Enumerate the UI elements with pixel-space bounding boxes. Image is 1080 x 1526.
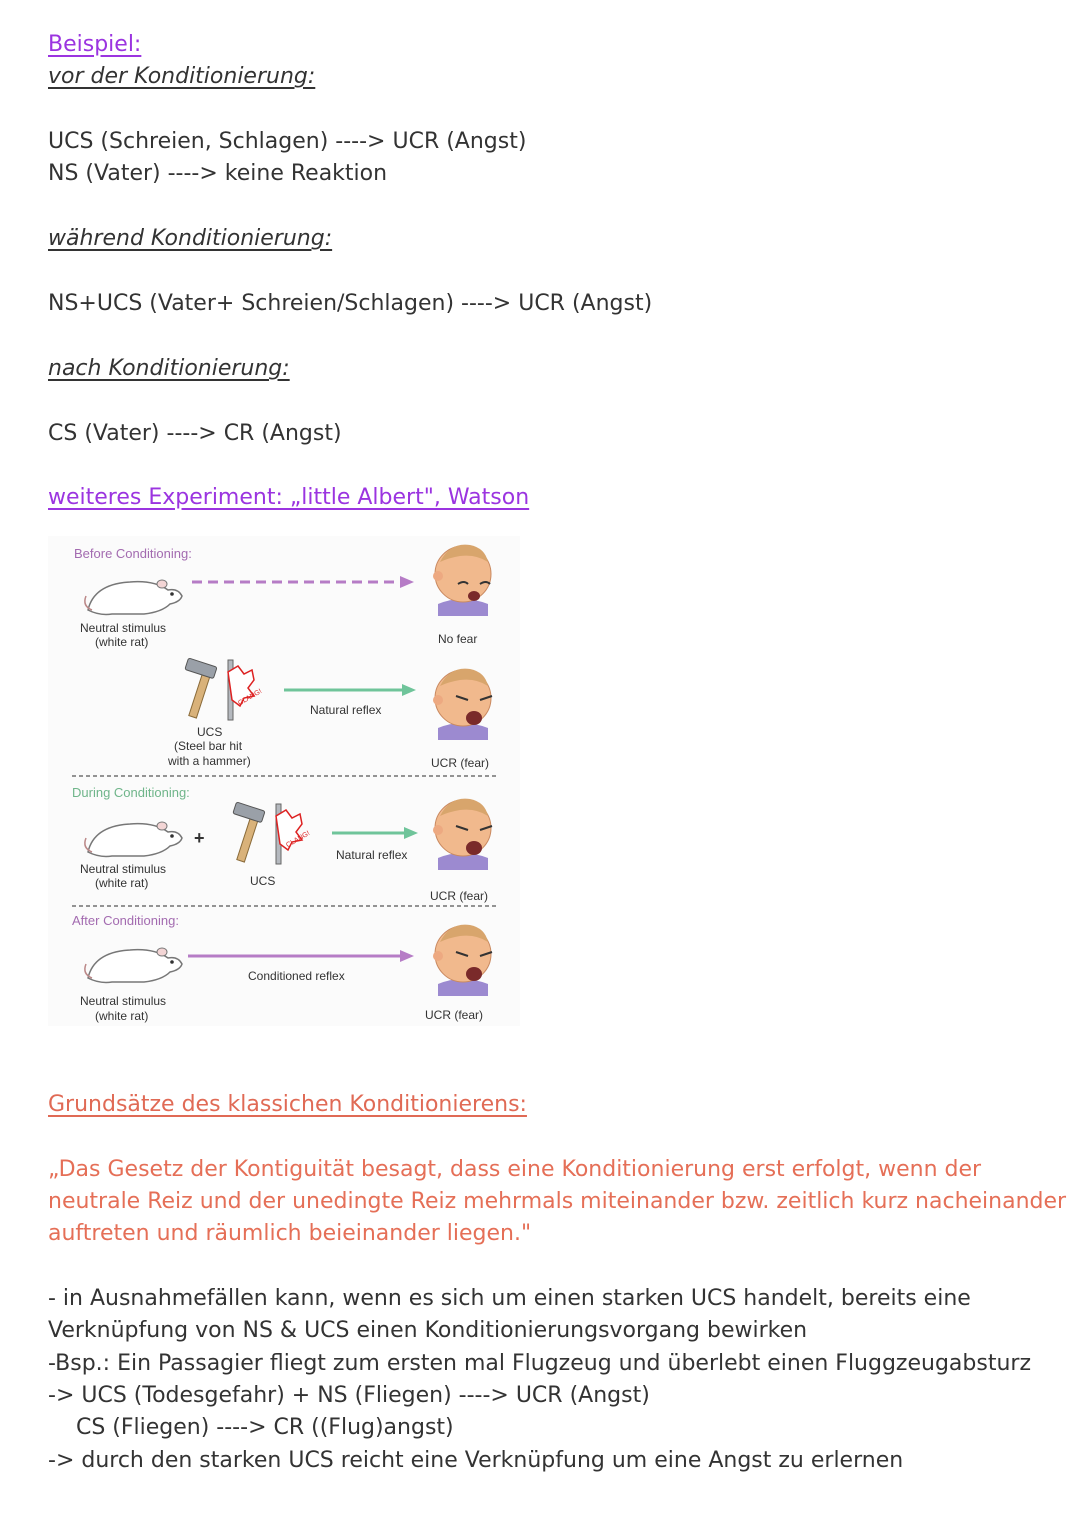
ucr-fear-3: UCR (fear) <box>425 1008 484 1022</box>
ucs-label-1: UCS <box>197 725 223 739</box>
clang-text-2: CLANG! <box>285 830 312 850</box>
hammer-icon <box>185 658 254 720</box>
note-line-4: -> UCS (Todesgefahr) + NS (Fliegen) ----> UCR (Angst) <box>48 1383 650 1408</box>
quote-line-1: „Das Gesetz der Kontiguität besagt, dass eine Konditionierung erst erfolgt, wenn der <box>48 1157 982 1182</box>
after-heading: nach Konditionierung: <box>48 356 290 381</box>
before-heading: vor der Konditionierung: <box>48 64 316 89</box>
ucr-fear-1: UCR (fear) <box>431 756 490 770</box>
crying-mouth-icon <box>466 841 482 855</box>
before-label: Before Conditioning: <box>74 546 192 561</box>
before-line-2: NS (Vater) ----> keine Reaktion <box>48 161 388 186</box>
neutral-stimulus-3: Neutral stimulus <box>80 994 167 1008</box>
white-rat-icon <box>85 822 182 857</box>
after-line: CS (Vater) ----> CR (Angst) <box>48 421 342 446</box>
during-label: During Conditioning: <box>72 785 190 800</box>
baby-calm-icon <box>433 545 491 616</box>
conditioned-reflex-arrowhead <box>400 950 414 962</box>
principles-heading: Grundsätze des klassichen Konditionierens: <box>48 1092 527 1117</box>
natural-reflex-1: Natural reflex <box>310 703 382 717</box>
white-rat-icon <box>85 580 182 615</box>
calm-mouth-icon <box>468 591 480 601</box>
white-rat-2: (white rat) <box>95 876 149 890</box>
ucr-fear-2: UCR (fear) <box>430 889 489 903</box>
baby-crying-icon <box>433 799 491 870</box>
crying-mouth-icon <box>466 711 482 725</box>
natural-reflex-arrowhead-1 <box>402 684 416 696</box>
ucs-label-2: UCS <box>250 874 276 888</box>
baby-crying-icon <box>433 669 491 740</box>
note-line-6: -> durch den starken UCS reicht eine Verknüpfung um eine Angst zu erlernen <box>48 1448 904 1473</box>
steel-bar-line-1: (Steel bar hit <box>174 739 243 753</box>
before-line-1: UCS (Schreien, Schlagen) ----> UCR (Angst) <box>48 129 527 154</box>
during-line: NS+UCS (Vater+ Schreien/Schlagen) ----> UCR (Angst) <box>48 291 653 316</box>
note-line-2: Verknüpfung von NS & UCS einen Konditionierungsvorgang bewirken <box>48 1318 808 1343</box>
no-fear-label: No fear <box>438 632 478 646</box>
neutral-stimulus-2: Neutral stimulus <box>80 862 167 876</box>
conditioned-reflex-label: Conditioned reflex <box>248 969 345 983</box>
quote-line-3: auftreten und räumlich beieinander liegen." <box>48 1221 532 1246</box>
hammer-icon <box>233 802 302 864</box>
baby-crying-icon <box>433 925 491 996</box>
before-dashed-arrowhead <box>400 576 414 588</box>
note-line-3: -Bsp.: Ein Passagier fliegt zum ersten mal Flugzeug und überlebt einen Fluggzeugabsturz <box>48 1351 1031 1376</box>
quote-line-2: neutrale Reiz und der unedingte Reiz mehrmals miteinander bzw. zeitlich kurz nacheinander <box>48 1189 1067 1214</box>
plus-sign: + <box>194 828 205 848</box>
example-heading: Beispiel: <box>48 32 142 57</box>
clang-text-1: CLANG! <box>237 688 264 708</box>
note-line-1: - in Ausnahmefällen kann, wenn es sich um einen starken UCS handelt, bereits eine <box>48 1286 971 1311</box>
white-rat-3: (white rat) <box>95 1009 149 1023</box>
experiment-heading: weiteres Experiment: „little Albert", Watson <box>48 485 530 510</box>
after-label: After Conditioning: <box>72 913 179 928</box>
natural-reflex-arrowhead-2 <box>404 827 418 839</box>
white-rat-1: (white rat) <box>95 635 149 649</box>
neutral-stimulus-1: Neutral stimulus <box>80 621 167 635</box>
crying-mouth-icon <box>466 967 482 981</box>
white-rat-icon <box>85 948 182 983</box>
little-albert-diagram <box>48 536 520 1026</box>
natural-reflex-2: Natural reflex <box>336 848 408 862</box>
note-line-5: CS (Fliegen) ----> CR ((Flug)angst) <box>48 1415 454 1440</box>
during-heading: während Konditionierung: <box>48 226 333 251</box>
steel-bar-line-2: with a hammer) <box>168 754 251 768</box>
